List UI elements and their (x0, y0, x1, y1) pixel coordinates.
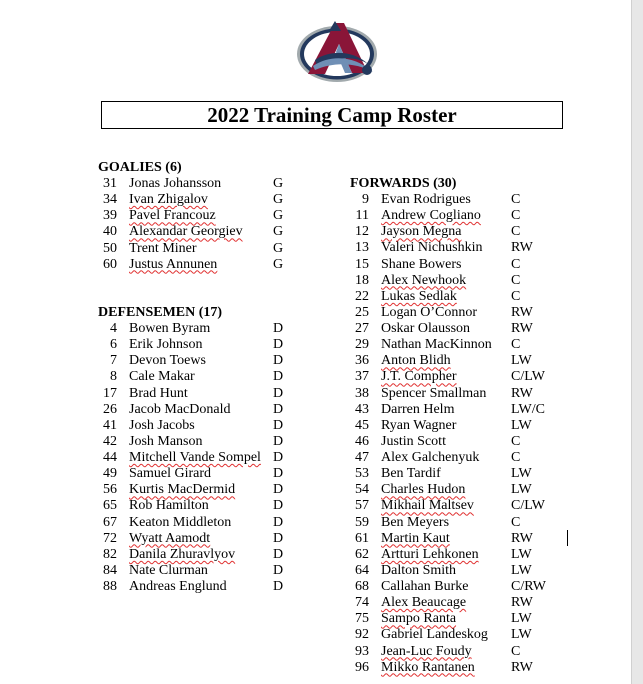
defensemen-list (98, 321, 298, 595)
roster-row[interactable] (98, 434, 298, 450)
roster-row[interactable] (98, 353, 298, 369)
player-number: 27 (355, 321, 369, 336)
player-number: 42 (103, 433, 117, 449)
document-title: 2022 Training Camp Roster (101, 101, 563, 129)
player-number: 45 (355, 417, 369, 433)
player-position: C/RW (511, 579, 547, 594)
player-name: Cale Makar (129, 369, 195, 385)
roster-row[interactable] (98, 337, 298, 353)
player-position: D (273, 562, 284, 578)
player-number: 60 (103, 256, 117, 272)
player-position: C (511, 192, 521, 207)
roster-row[interactable] (98, 386, 298, 402)
player-name: Sampo Ranta (381, 611, 457, 627)
player-position: D (273, 417, 284, 433)
forwards-heading: FORWARDS (30) (350, 176, 457, 191)
player-name: Andreas Englund (129, 579, 227, 594)
player-position: LW (511, 627, 532, 643)
roster-row[interactable] (98, 563, 298, 579)
player-position: C (511, 643, 521, 659)
roster-row[interactable] (350, 337, 570, 353)
player-number: 68 (355, 579, 369, 594)
player-position: D (273, 385, 284, 401)
player-name: Wyatt Aamodt (129, 530, 211, 546)
roster-row[interactable] (350, 289, 570, 305)
player-name: Jayson Megna (381, 224, 462, 240)
roster-row[interactable] (350, 240, 570, 256)
player-name: Oskar Olausson (381, 321, 471, 336)
roster-row[interactable] (98, 402, 298, 418)
player-number: 7 (110, 353, 117, 369)
player-number: 29 (355, 337, 369, 353)
roster-row[interactable] (350, 353, 570, 369)
player-position: D (273, 530, 284, 546)
player-number: 67 (103, 514, 117, 530)
roster-row[interactable] (350, 644, 570, 660)
roster-row[interactable] (350, 208, 570, 224)
player-number: 36 (355, 353, 369, 369)
player-position: G (273, 240, 284, 256)
roster-row[interactable] (98, 208, 298, 224)
roster-row[interactable] (350, 224, 570, 240)
player-position: G (273, 192, 284, 208)
player-name: Josh Jacobs (129, 417, 195, 433)
player-name: Anton Blidh (381, 353, 451, 369)
player-name: Evan Rodrigues (381, 192, 471, 207)
player-name: Bowen Byram (129, 321, 211, 336)
player-position: C (511, 256, 521, 272)
player-number: 49 (103, 466, 117, 482)
player-position: LW (511, 353, 532, 369)
player-position: D (273, 353, 284, 369)
player-name: J.T. Compher (381, 369, 457, 385)
player-number: 6 (110, 337, 117, 353)
player-position: LW (511, 466, 532, 482)
roster-row[interactable] (98, 418, 298, 434)
player-name: Rob Hamilton (129, 498, 209, 514)
player-name: Keaton Middleton (129, 514, 232, 530)
roster-row[interactable] (98, 241, 298, 257)
roster-row[interactable] (350, 273, 570, 289)
player-name: Ivan Zhigalov (129, 192, 208, 208)
player-name: Jacob MacDonald (129, 401, 231, 417)
player-number: 93 (355, 643, 369, 659)
player-number: 59 (355, 514, 369, 530)
player-name: Alexandar Georgiev (129, 224, 243, 240)
player-name: Alex Newhook (381, 272, 467, 288)
player-number: 8 (110, 369, 117, 385)
player-number: 40 (103, 224, 117, 240)
roster-row[interactable] (350, 515, 570, 531)
roster-row[interactable] (98, 450, 298, 466)
roster-row[interactable] (350, 595, 570, 611)
player-position: D (273, 401, 284, 417)
player-position: D (273, 579, 284, 594)
player-number: 61 (355, 530, 369, 546)
player-name: Ben Tardif (381, 466, 441, 482)
roster-row[interactable] (350, 547, 570, 563)
player-position: D (273, 433, 284, 449)
player-number: 53 (355, 466, 369, 482)
player-position: D (273, 482, 284, 498)
roster-row[interactable] (98, 498, 298, 514)
player-name: Nate Clurman (129, 562, 208, 578)
defensemen-heading: DEFENSEMEN (17) (98, 305, 223, 320)
player-number: 74 (355, 595, 369, 611)
player-position: LW (511, 546, 532, 562)
player-position: C (511, 288, 521, 304)
player-name: Valeri Nichushkin (381, 240, 483, 256)
player-name: Gabriel Landeskog (381, 627, 488, 643)
player-position: RW (511, 659, 533, 675)
roster-row[interactable] (350, 369, 570, 385)
player-position: RW (511, 240, 533, 256)
roster-row[interactable] (350, 627, 570, 643)
player-number: 47 (355, 450, 369, 465)
player-position: LW/C (511, 401, 545, 417)
roster-row[interactable] (98, 466, 298, 482)
player-position: C (511, 224, 521, 240)
player-name: Ryan Wagner (381, 417, 457, 433)
roster-row[interactable] (350, 450, 570, 466)
roster-row[interactable] (350, 305, 570, 321)
player-number: 44 (103, 450, 117, 465)
player-position: RW (511, 595, 533, 611)
roster-row[interactable] (98, 257, 298, 273)
player-number: 82 (103, 546, 117, 562)
player-number: 46 (355, 433, 369, 449)
player-number: 64 (355, 562, 369, 578)
forwards-list (350, 192, 570, 676)
player-number: 17 (103, 385, 117, 401)
player-number: 13 (355, 240, 369, 256)
player-number: 65 (103, 498, 117, 514)
roster-row[interactable] (350, 660, 570, 676)
player-position: G (273, 256, 284, 272)
player-position: D (273, 514, 284, 530)
player-number: 57 (355, 498, 369, 514)
player-number: 54 (355, 482, 369, 498)
player-position: C/LW (511, 498, 545, 514)
player-number: 38 (355, 385, 369, 401)
text-cursor (567, 530, 568, 546)
player-name: Kurtis MacDermid (129, 482, 236, 498)
player-position: D (273, 498, 284, 514)
goalies-heading: GOALIES (6) (98, 160, 182, 175)
roster-row[interactable] (98, 531, 298, 547)
player-name: Alex Beaucage (381, 595, 467, 611)
roster-row[interactable] (98, 176, 298, 192)
player-position: C (511, 433, 521, 449)
player-name: Andrew Cogliano (381, 208, 481, 224)
roster-row[interactable] (350, 611, 570, 627)
player-position: D (273, 337, 284, 353)
player-position: LW (511, 562, 532, 578)
player-position: G (273, 224, 284, 240)
player-name: Logan O’Connor (381, 304, 478, 320)
colorado-avalanche-logo-icon (295, 16, 379, 84)
roster-row[interactable] (350, 257, 570, 273)
roster-row[interactable] (350, 192, 570, 208)
player-name: Darren Helm (381, 401, 455, 417)
roster-row[interactable] (350, 531, 570, 547)
goalies-list (98, 176, 298, 273)
player-number: 9 (362, 192, 369, 207)
player-number: 22 (355, 288, 369, 304)
player-name: Callahan Burke (381, 579, 469, 594)
player-number: 4 (110, 321, 117, 336)
roster-row[interactable] (98, 369, 298, 385)
player-number: 88 (103, 579, 117, 594)
player-name: Josh Manson (129, 433, 203, 449)
player-position: C (511, 514, 521, 530)
roster-row[interactable] (98, 547, 298, 563)
player-position: G (273, 208, 284, 224)
player-name: Trent Miner (129, 240, 197, 256)
player-position: RW (511, 385, 533, 401)
player-position: G (273, 176, 284, 191)
player-number: 39 (103, 208, 117, 224)
player-position: LW (511, 417, 532, 433)
player-number: 92 (355, 627, 369, 643)
player-name: Devon Toews (129, 353, 206, 369)
player-number: 84 (103, 562, 117, 578)
player-position: LW (511, 611, 532, 627)
player-position: C (511, 337, 521, 353)
player-name: Jonas Johansson (129, 176, 222, 191)
player-number: 96 (355, 659, 369, 675)
player-position: RW (511, 304, 533, 320)
player-number: 37 (355, 369, 369, 385)
roster-row[interactable] (98, 321, 298, 337)
player-number: 56 (103, 482, 117, 498)
player-position: C (511, 208, 521, 224)
player-name: Danila Zhuravlyov (129, 546, 236, 562)
player-number: 72 (103, 530, 117, 546)
player-name: Lukas Sedlak (381, 288, 457, 304)
player-position: D (273, 546, 284, 562)
player-name: Martin Kaut (381, 530, 450, 546)
player-name: Justus Annunen (129, 256, 218, 272)
player-name: Mikko Rantanen (381, 659, 475, 675)
player-number: 41 (103, 417, 117, 433)
player-number: 50 (103, 240, 117, 256)
player-number: 26 (103, 401, 117, 417)
player-name: Pavel Francouz (129, 208, 216, 224)
player-name: Brad Hunt (129, 385, 188, 401)
player-name: Jean-Luc Foudy (381, 643, 472, 659)
player-position: D (273, 466, 284, 482)
roster-row[interactable] (350, 434, 570, 450)
roster-row[interactable] (98, 224, 298, 240)
player-name: Mikhail Maltsev (381, 498, 474, 514)
roster-row[interactable] (350, 321, 570, 337)
player-position: RW (511, 321, 533, 336)
player-name: Shane Bowers (381, 256, 462, 272)
player-position: C/LW (511, 369, 545, 385)
player-name: Artturi Lehkonen (381, 546, 479, 562)
player-number: 11 (355, 208, 369, 224)
player-name: Dalton Smith (381, 562, 457, 578)
player-position: RW (511, 530, 533, 546)
player-name: Samuel Girard (129, 466, 212, 482)
roster-row[interactable] (98, 192, 298, 208)
roster-row[interactable] (350, 386, 570, 402)
player-position: C (511, 272, 521, 288)
player-name: Justin Scott (381, 433, 446, 449)
roster-row[interactable] (350, 482, 570, 498)
roster-row[interactable] (350, 466, 570, 482)
player-name: Charles Hudon (381, 482, 466, 498)
roster-row[interactable] (98, 579, 298, 595)
player-number: 15 (355, 256, 369, 272)
player-number: 34 (103, 192, 117, 208)
roster-row[interactable] (350, 579, 570, 595)
player-position: C (511, 450, 521, 465)
player-number: 18 (355, 272, 369, 288)
player-position: D (273, 321, 284, 336)
player-number: 43 (355, 401, 369, 417)
player-name: Spencer Smallman (381, 385, 487, 401)
player-number: 62 (355, 546, 369, 562)
player-number: 25 (355, 304, 369, 320)
roster-row[interactable] (350, 498, 570, 514)
player-number: 12 (355, 224, 369, 240)
player-position: LW (511, 482, 532, 498)
player-position: D (273, 450, 284, 465)
player-number: 31 (103, 176, 117, 191)
roster-row[interactable] (350, 563, 570, 579)
roster-row[interactable] (98, 482, 298, 498)
player-name: Nathan MacKinnon (381, 337, 492, 353)
player-number: 75 (355, 611, 369, 627)
player-position: D (273, 369, 284, 385)
player-name: Erik Johnson (129, 337, 203, 353)
roster-row[interactable] (350, 402, 570, 418)
roster-row[interactable] (98, 515, 298, 531)
player-name: Ben Meyers (381, 514, 450, 530)
roster-row[interactable] (350, 418, 570, 434)
player-name: Mitchell Vande Sompel (129, 450, 261, 465)
player-name: Alex Galchenyuk (381, 450, 480, 465)
